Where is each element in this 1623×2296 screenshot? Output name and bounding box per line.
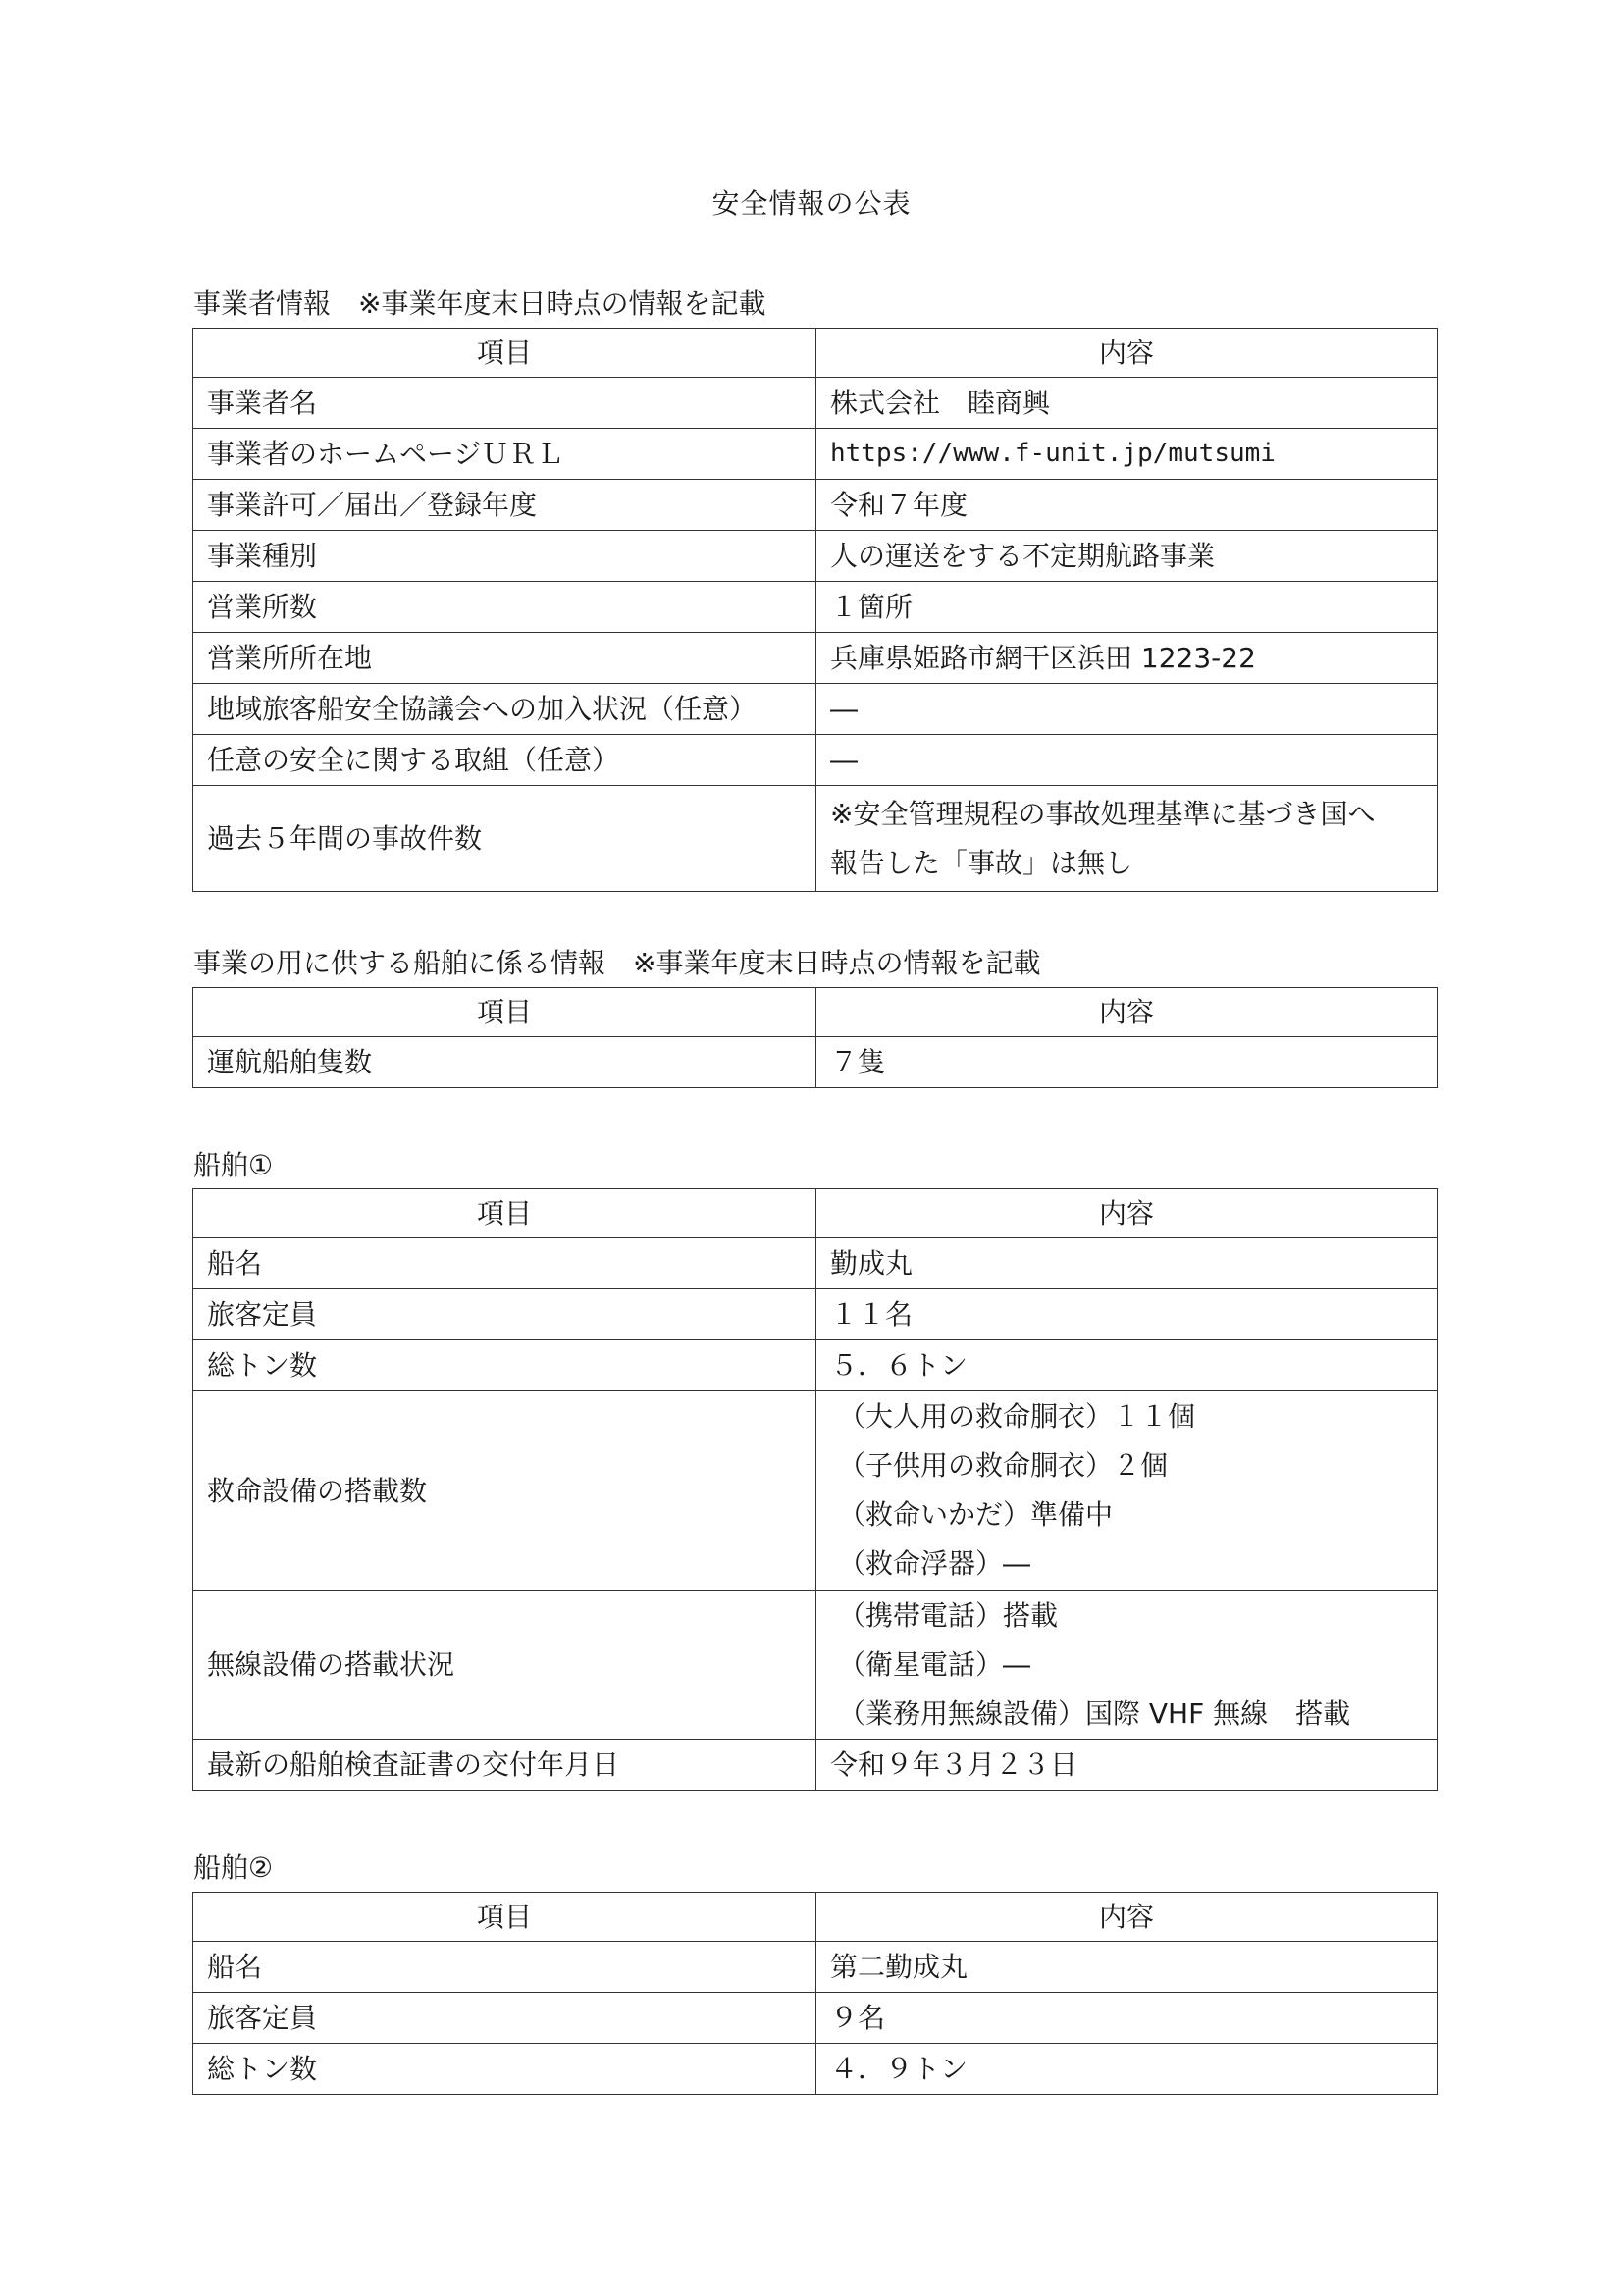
- row-label: 無線設備の搭載状況: [193, 1591, 816, 1740]
- column-header-content: 内容: [816, 329, 1438, 378]
- table-row: [193, 1993, 1438, 2044]
- table-row: [193, 2044, 1438, 2095]
- gross-tonnage: ５．６トン: [816, 1340, 1438, 1391]
- radio-line: （業務用無線設備）国際 VHF 無線 搭載: [838, 1696, 1351, 1730]
- row-label: 船名: [193, 1942, 816, 1993]
- column-header-item: 項目: [193, 988, 816, 1037]
- row-label: 事業者のホームページＵＲＬ: [193, 429, 816, 480]
- row-label: 旅客定員: [193, 1289, 816, 1340]
- radio-line: （携帯電話）搭載: [838, 1598, 1059, 1632]
- table-header-row: [193, 329, 1438, 378]
- lifesaving-line: （大人用の救命胴衣）１１個: [838, 1400, 1196, 1433]
- column-header-content: 内容: [816, 1893, 1438, 1942]
- vessels-info-table: [192, 987, 1438, 1088]
- row-label: 営業所数: [193, 582, 816, 633]
- row-value: 人の運送をする不定期航路事業: [816, 531, 1438, 582]
- column-header-content: 内容: [816, 988, 1438, 1037]
- lifesaving-equipment: [816, 1391, 1438, 1591]
- table-row: [193, 684, 1438, 735]
- operator-info-table: [192, 328, 1438, 892]
- row-value: 令和７年度: [816, 480, 1438, 531]
- table-header-row: [193, 988, 1438, 1037]
- table-row: [193, 1289, 1438, 1340]
- row-value: ―: [816, 735, 1438, 786]
- row-label: 事業許可／届出／登録年度: [193, 480, 816, 531]
- table-row: [193, 531, 1438, 582]
- row-label: 旅客定員: [193, 1993, 816, 2044]
- row-label: 地域旅客船安全協議会への加入状況（任意）: [193, 684, 816, 735]
- radio-line: （衛星電話）―: [838, 1647, 1031, 1681]
- row-label: 任意の安全に関する取組（任意）: [193, 735, 816, 786]
- table-row: [193, 582, 1438, 633]
- row-label: 救命設備の搭載数: [193, 1391, 816, 1591]
- row-label: 営業所所在地: [193, 633, 816, 684]
- row-value: １箇所: [816, 582, 1438, 633]
- table-row: [193, 1238, 1438, 1289]
- table-row: [193, 786, 1438, 892]
- lifesaving-line: （子供用の救命胴衣）２個: [838, 1449, 1169, 1482]
- table-row: [193, 1740, 1438, 1791]
- passenger-capacity: ９名: [816, 1993, 1438, 2044]
- lifesaving-line: （救命いかだ）準備中: [838, 1498, 1114, 1531]
- vessels-section-heading: 事業の用に供する船舶に係る情報 ※事業年度末日時点の情報を記載: [193, 947, 1041, 979]
- table-row: [193, 1037, 1438, 1088]
- row-label: 運航船舶隻数: [193, 1037, 816, 1088]
- table-row: [193, 1942, 1438, 1993]
- row-value: 株式会社 睦商興: [816, 378, 1438, 429]
- document-title: 安全情報の公表: [711, 187, 912, 220]
- homepage-url: https://www.f-unit.jp/mutsumi: [816, 429, 1438, 480]
- ship2-heading: 船舶②: [193, 1852, 274, 1884]
- inspection-cert-date: 令和９年３月２３日: [816, 1740, 1438, 1791]
- column-header-item: 項目: [193, 1893, 816, 1942]
- column-header-item: 項目: [193, 1189, 816, 1238]
- row-label: 事業種別: [193, 531, 816, 582]
- table-row: [193, 1391, 1438, 1591]
- lifesaving-line: （救命浮器）―: [838, 1547, 1031, 1580]
- ship1-heading: 船舶①: [193, 1149, 274, 1181]
- row-value: ７隻: [816, 1037, 1438, 1088]
- column-header-item: 項目: [193, 329, 816, 378]
- table-row: [193, 1591, 1438, 1740]
- accident-note-line: ※安全管理規程の事故処理基準に基づき国へ: [830, 797, 1376, 830]
- operator-section-heading: 事業者情報 ※事業年度末日時点の情報を記載: [193, 287, 766, 320]
- row-label: 総トン数: [193, 2044, 816, 2095]
- row-value: [816, 786, 1438, 892]
- table-row: [193, 378, 1438, 429]
- row-label: 総トン数: [193, 1340, 816, 1391]
- table-row: [193, 1340, 1438, 1391]
- row-label: 最新の船舶検査証書の交付年月日: [193, 1740, 816, 1791]
- row-label: 過去５年間の事故件数: [193, 786, 816, 892]
- radio-equipment: [816, 1591, 1438, 1740]
- gross-tonnage: ４．９トン: [816, 2044, 1438, 2095]
- passenger-capacity: １１名: [816, 1289, 1438, 1340]
- ship-name: 勤成丸: [816, 1238, 1438, 1289]
- column-header-content: 内容: [816, 1189, 1438, 1238]
- ship2-table: [192, 1892, 1438, 2095]
- table-row: [193, 480, 1438, 531]
- row-label: 船名: [193, 1238, 816, 1289]
- table-header-row: [193, 1189, 1438, 1238]
- row-value: 兵庫県姫路市網干区浜田 1223-22: [816, 633, 1438, 684]
- table-row: [193, 735, 1438, 786]
- table-header-row: [193, 1893, 1438, 1942]
- table-row: [193, 633, 1438, 684]
- accident-note-line: 報告した「事故」は無し: [830, 846, 1133, 879]
- ship-name: 第二勤成丸: [816, 1942, 1438, 1993]
- row-label: 事業者名: [193, 378, 816, 429]
- row-value: ―: [816, 684, 1438, 735]
- ship1-table: [192, 1188, 1438, 1791]
- table-row: [193, 429, 1438, 480]
